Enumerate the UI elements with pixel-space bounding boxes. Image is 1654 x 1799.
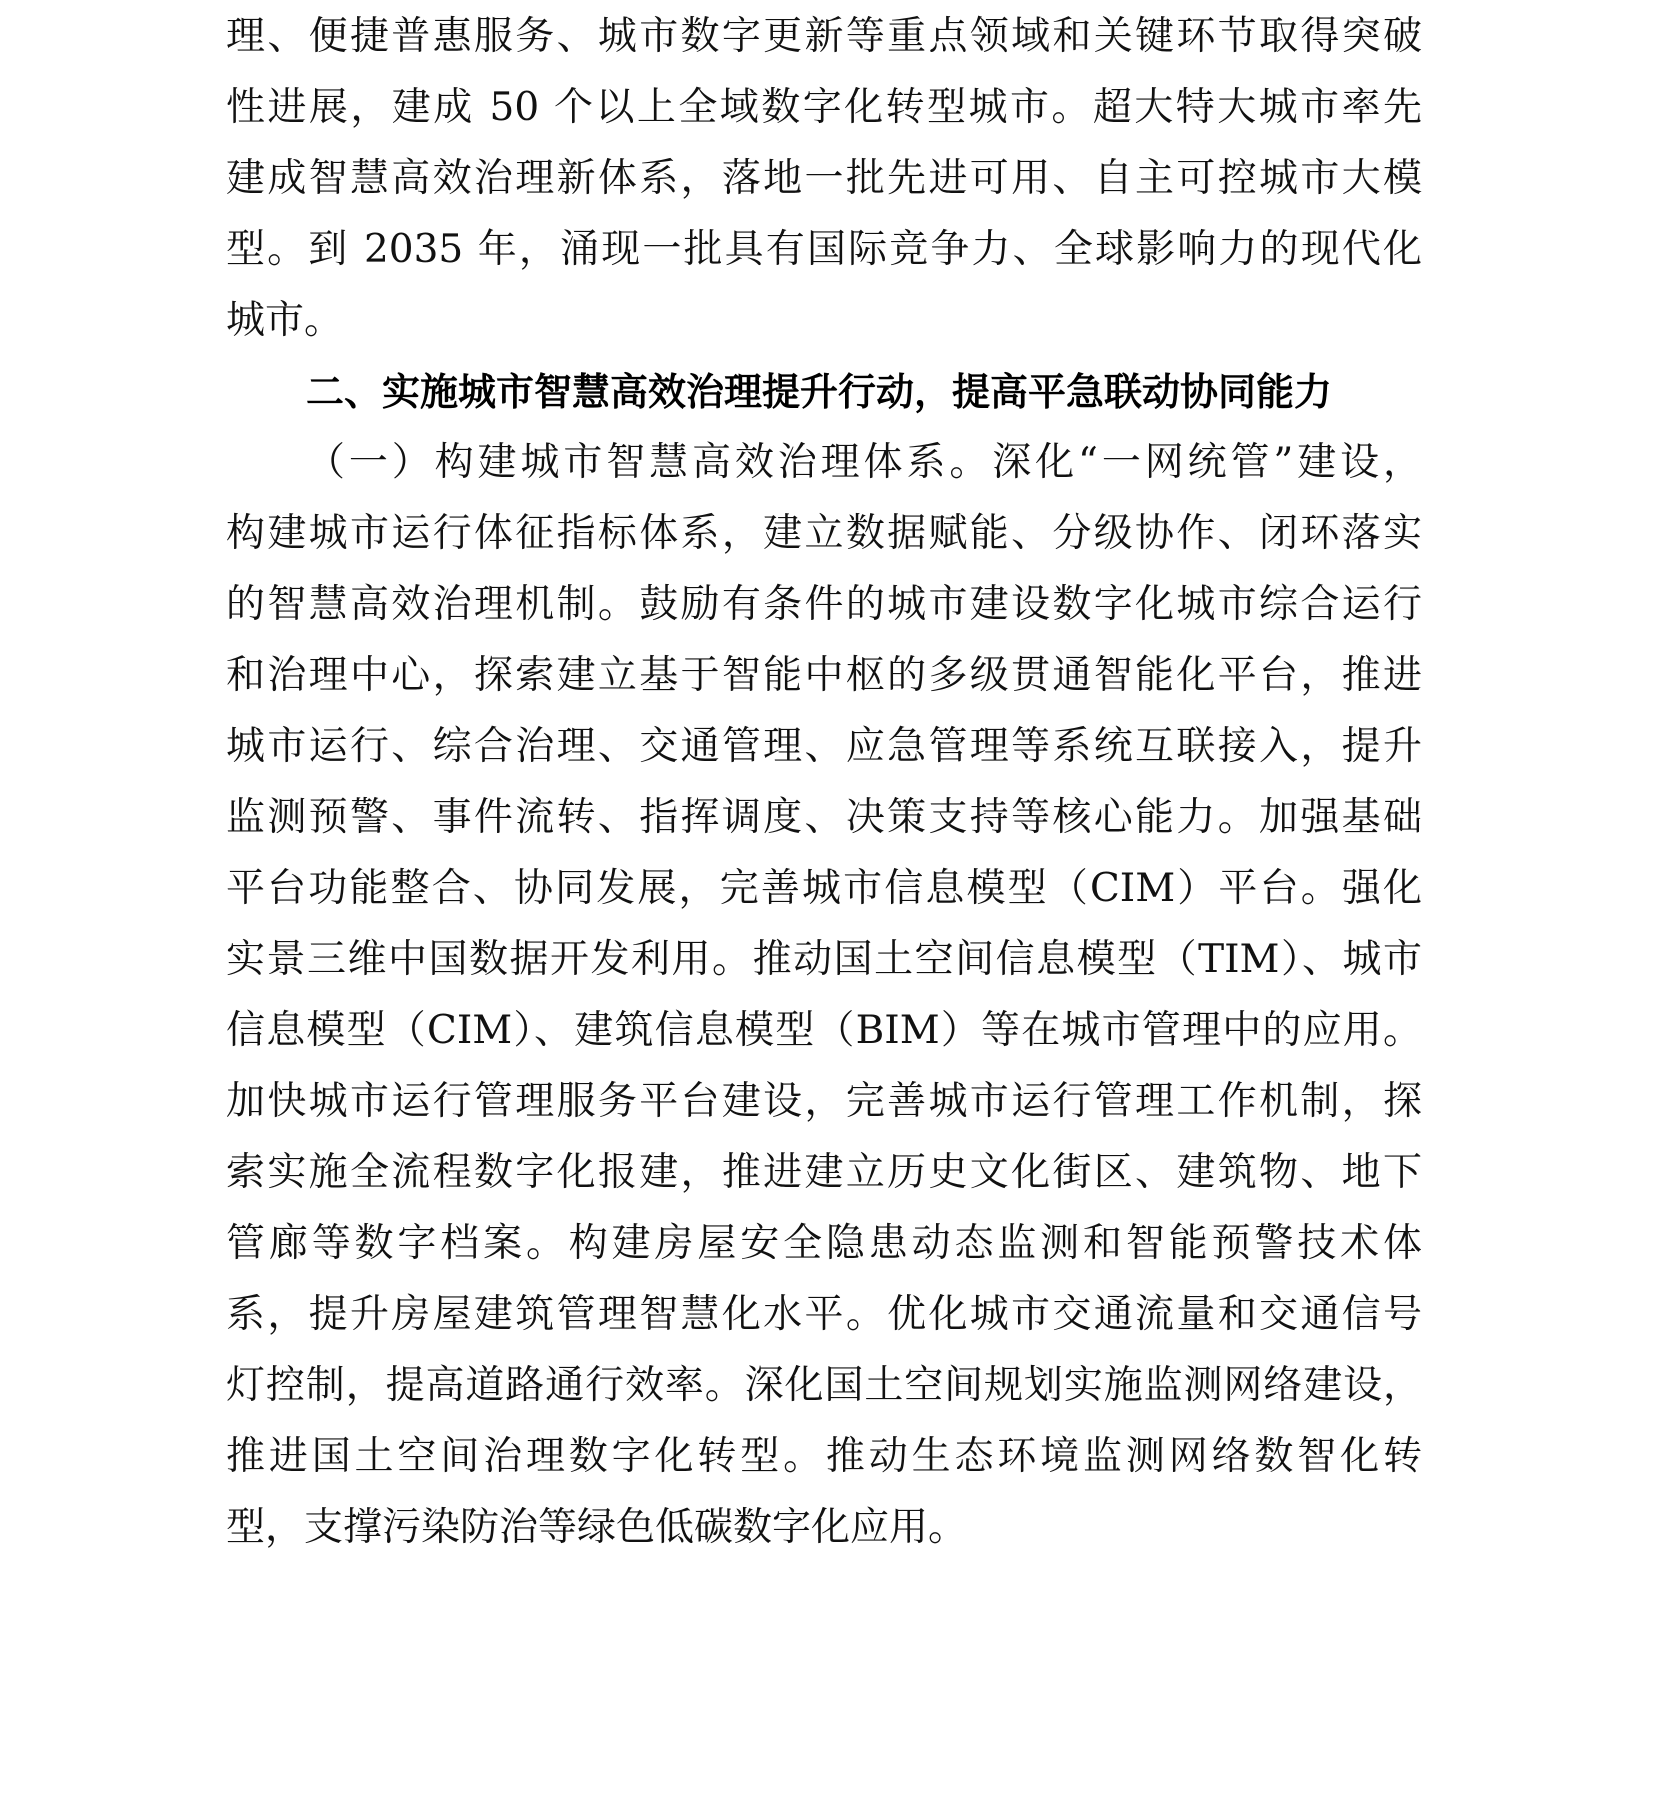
- body-text-line: 灯控制，提高道路通行效率。深化国土空间规划实施监测网络建设，: [226, 1363, 1422, 1408]
- body-text-line: 系，提升房屋建筑管理智慧化水平。优化城市交通流量和交通信号: [226, 1292, 1422, 1337]
- body-text-line: 管廊等数字档案。构建房屋安全隐患动态监测和智能预警技术体: [226, 1221, 1422, 1266]
- body-text-line: 平台功能整合、协同发展，完善城市信息模型（CIM）平台。强化: [226, 866, 1422, 911]
- section-heading: 二、实施城市智慧高效治理提升行动，提高平急联动协同能力: [306, 370, 1333, 414]
- body-text-line: 推进国土空间治理数字化转型。推动生态环境监测网络数智化转: [226, 1434, 1422, 1479]
- body-text-line: 加快城市运行管理服务平台建设，完善城市运行管理工作机制，探: [226, 1079, 1422, 1124]
- body-text-line: 实景三维中国数据开发利用。推动国土空间信息模型（TIM）、城市: [226, 937, 1422, 982]
- body-text-line: 型，支撑污染防治等绿色低碳数字化应用。: [226, 1505, 968, 1550]
- body-text-line: 理、便捷普惠服务、城市数字更新等重点领域和关键环节取得突破: [226, 14, 1422, 59]
- body-text-line: 型。到 2035 年，涌现一批具有国际竞争力、全球影响力的现代化: [226, 227, 1422, 272]
- body-text-line: 索实施全流程数字化报建，推进建立历史文化街区、建筑物、地下: [226, 1150, 1422, 1195]
- body-text-line: 建成智慧高效治理新体系，落地一批先进可用、自主可控城市大模: [226, 156, 1422, 201]
- body-text-line: 性进展，建成 50 个以上全域数字化转型城市。超大特大城市率先: [226, 85, 1422, 130]
- body-text-line: （一）构建城市智慧高效治理体系。深化“一网统管”建设，: [306, 440, 1422, 485]
- body-text-line: 监测预警、事件流转、指挥调度、决策支持等核心能力。加强基础: [226, 795, 1422, 840]
- body-text-line: 和治理中心，探索建立基于智能中枢的多级贯通智能化平台，推进: [226, 653, 1422, 698]
- body-text-line: 城市运行、综合治理、交通管理、应急管理等系统互联接入，提升: [226, 724, 1422, 769]
- document-page: [226, 0, 1422, 1799]
- body-text-line: 城市。: [226, 298, 344, 343]
- body-text-line: 构建城市运行体征指标体系，建立数据赋能、分级协作、闭环落实: [226, 511, 1422, 556]
- body-text-line: 的智慧高效治理机制。鼓励有条件的城市建设数字化城市综合运行: [226, 582, 1422, 627]
- body-text-line: 信息模型（CIM）、建筑信息模型（BIM）等在城市管理中的应用。: [226, 1008, 1422, 1053]
